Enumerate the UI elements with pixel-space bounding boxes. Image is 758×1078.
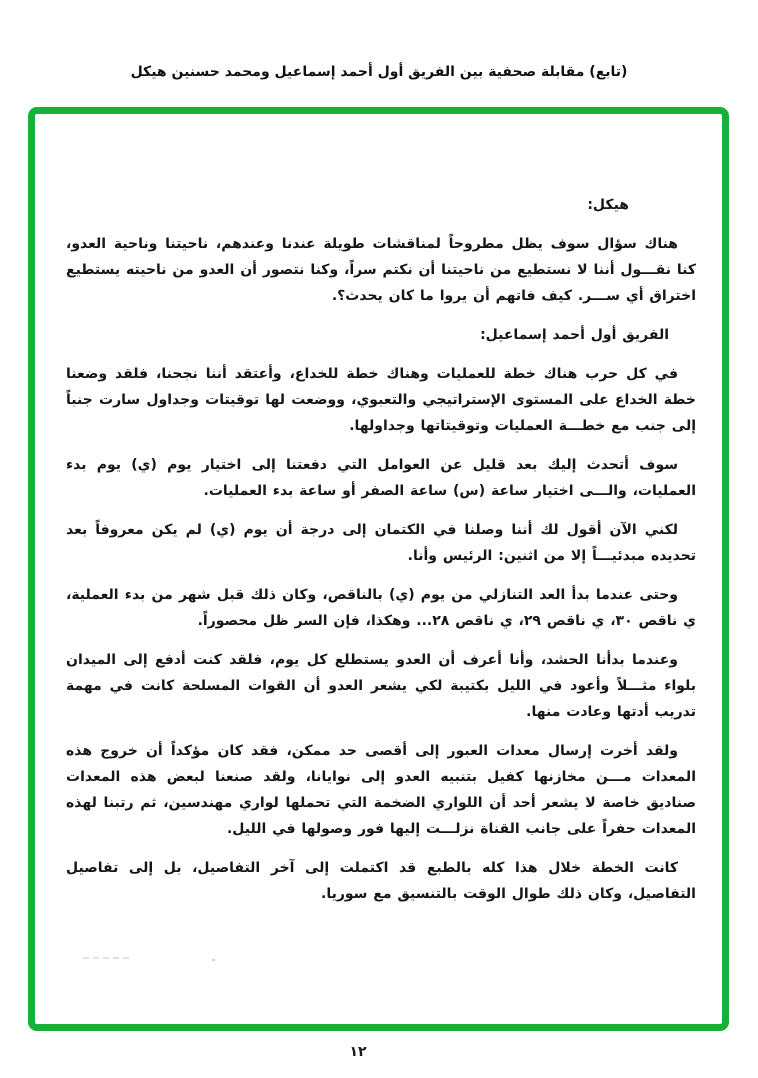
dialogue-paragraph-crossing-equipment: ولقد أخرت إرسال معدات العبور إلى أقصى حد ممكن، فقد كان مؤكداً أن خروج هذه المعدات مـــن مخازنها كفيل بتنبيه العدو إلى نوايانا، ولقد صنعنا لبعض هذه المعدات صناديق خاصة لا يشعر أحد أن اللواري الضخمة التي تحملها لواري مهندسين، ثم رتبنا لهذه المعدات حفراً على جانب القناة نزلـــت إليها فور وصولها في الليل. <box>66 743 696 837</box>
speaker-label-heikal: هيكل: <box>587 197 629 213</box>
interview-text-body <box>35 114 722 1024</box>
green-border-frame <box>28 107 729 1031</box>
speaker-label-ahmed-ismail: الفريق أول أحمد إسماعيل: <box>480 327 669 343</box>
document-header-title: (تابع) مقابلة صحفية بين الفريق أول أحمد إسماعيل ومحمد حسنين هيكل <box>130 64 628 80</box>
dialogue-paragraph-deception-plan: في كل حرب هناك خطة للعمليات وهناك خطة للخداع، وأعتقد أننا نجحنا، فلقد وضعنا خطة الخداع على المستوى الإستراتيجي والتعبوي، ووضعت لها توقيتات وجداول سارت جنباً إلى جنب مع خطـــة العمليات وتوقيتاتها وجداولها. <box>66 366 696 434</box>
dialogue-paragraph-heikal-question: هناك سؤال سوف يظل مطروحاً لمناقشات طويلة عندنا وعندهم، ناحيتنا وناحية العدو، كنا نقـــول أننا لا نستطيع من ناحيتنا أن نكتم سراً، وكنا نتصور أن العدو من ناحيته يستطيع اختراق أي ســـر. كيف فاتهم أن يروا ما كان يحدث؟. <box>66 236 696 304</box>
page-number: ١٢ <box>349 1044 367 1060</box>
dialogue-paragraph-troop-buildup: وعندما بدأنا الحشد، وأنا أعرف أن العدو يستطلع كل يوم، فلقد كنت أدفع إلى الميدان بلواء مثـــلاً وأعود في الليل بكتيبة لكي يشعر العدو أن القوات المسلحة كانت في مهمة تدريب أدتها وعادت منها. <box>66 652 696 720</box>
dialogue-paragraph-day-y-choice: سوف أتحدث إليك بعد قليل عن العوامل التي دفعتنا إلى اختيار يوم (ي) يوم بدء العمليات، والـــى اختيار ساعة (س) ساعة الصفر أو ساعة بدء العمليات. <box>66 457 696 499</box>
dialogue-paragraph-secrecy-two-people: لكني الآن أقول لك أننا وصلنا في الكتمان إلى درجة أن يوم (ي) لم يكن معروفاً بعد تحديده مبدئيـــاً إلا من اثنين: الرئيس وأنا. <box>66 522 696 564</box>
dialogue-paragraph-countdown: وحتى عندما بدأ العد التنازلي من يوم (ي) بالناقص، وكان ذلك قبل شهر من بدء العملية، ي ناقص ٣٠، ي ناقص ٢٩، ي ناقص ٢٨... وهكذا، فإن السر ظل محصوراً. <box>66 587 696 629</box>
scan-noise-dashes <box>83 957 129 959</box>
dialogue-paragraph-plan-complete-syria: كانت الخطة خلال هذا كله بالطبع قد اكتملت إلى آخر التفاصيل، بل إلى تفاصيل التفاصيل، وكان ذلك طوال الوقت بالتنسيق مع سوريا. <box>66 860 696 902</box>
scan-noise-dot <box>212 959 215 961</box>
